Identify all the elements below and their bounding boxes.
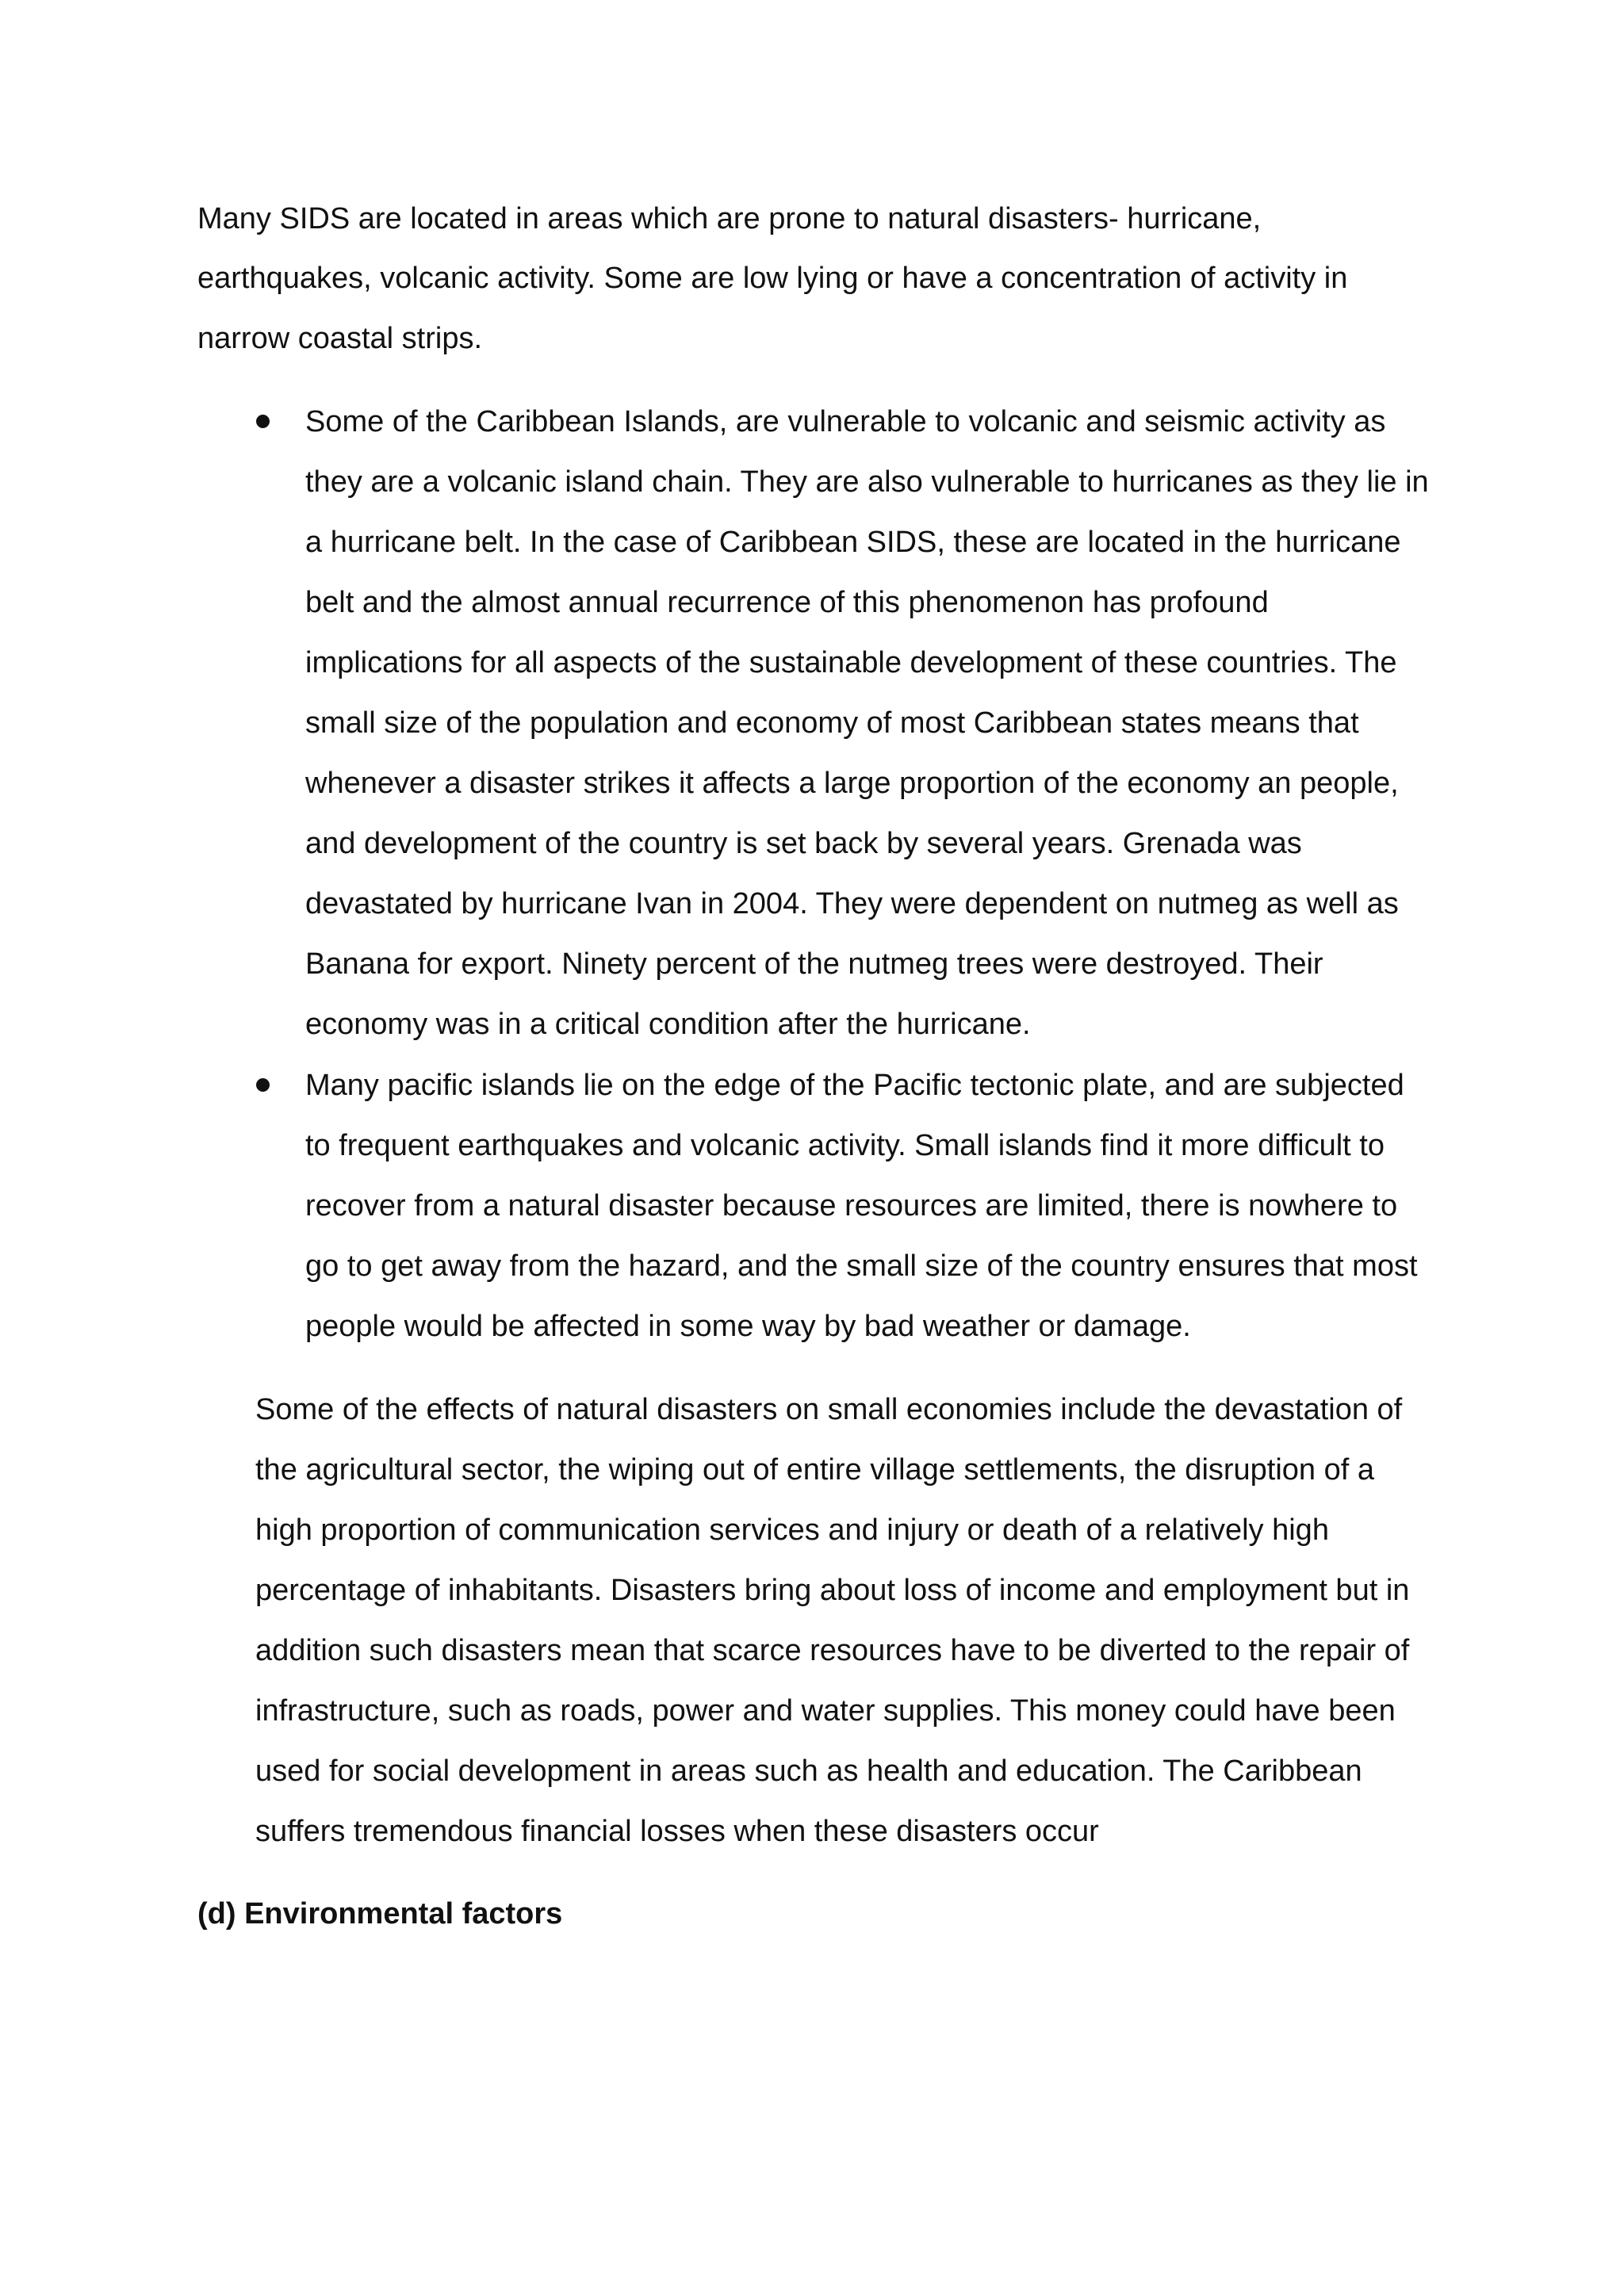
- bullet-line: they are a volcanic island chain. They are also vulnerable to hurricanes as they lie in: [305, 465, 1429, 499]
- bullet-line: Banana for export. Ninety percent of the nutmeg trees were destroyed. Their: [305, 947, 1323, 981]
- bullet-line: to frequent earthquakes and volcanic activity. Small islands find it more difficult to: [305, 1129, 1385, 1162]
- bullet-line: economy was in a critical condition after the hurricane.: [305, 1008, 1031, 1041]
- bullet-line: a hurricane belt. In the case of Caribbean SIDS, these are located in the hurricane: [305, 526, 1401, 559]
- intro-line: earthquakes, volcanic activity. Some are low lying or have a concentration of activity in: [197, 262, 1348, 295]
- effects-line: suffers tremendous financial losses when these disasters occur: [255, 1815, 1099, 1848]
- bullet-line: whenever a disaster strikes it affects a large proportion of the economy an people,: [305, 767, 1399, 800]
- bullet-line: go to get away from the hazard, and the small size of the country ensures that most: [305, 1249, 1418, 1283]
- bullet-icon: [256, 1078, 270, 1092]
- bullet-line: devastated by hurricane Ivan in 2004. They were dependent on nutmeg as well as: [305, 887, 1399, 920]
- bullet-icon: [256, 415, 270, 428]
- effects-line: used for social development in areas such as health and education. The Caribbean: [255, 1755, 1362, 1788]
- effects-line: infrastructure, such as roads, power and water supplies. This money could have been: [255, 1694, 1396, 1728]
- bullet-line: people would be affected in some way by bad weather or damage.: [305, 1310, 1191, 1343]
- effects-line: percentage of inhabitants. Disasters bring about loss of income and employment but in: [255, 1574, 1410, 1607]
- bullet-line: small size of the population and economy of most Caribbean states means that: [305, 706, 1359, 740]
- effects-line: the agricultural sector, the wiping out of entire village settlements, the disruption of a: [255, 1453, 1375, 1487]
- intro-line: narrow coastal strips.: [197, 322, 483, 355]
- bullet-line: Many pacific islands lie on the edge of the Pacific tectonic plate, and are subjected: [305, 1069, 1404, 1102]
- effects-line: high proportion of communication services and injury or death of a relatively high: [255, 1513, 1329, 1547]
- bullet-line: belt and the almost annual recurrence of this phenomenon has profound: [305, 586, 1269, 619]
- bullet-line: implications for all aspects of the sustainable development of these countries. The: [305, 646, 1397, 679]
- bullet-line: recover from a natural disaster because resources are limited, there is nowhere to: [305, 1189, 1398, 1223]
- bullet-line: and development of the country is set back by several years. Grenada was: [305, 827, 1302, 860]
- section-heading: (d) Environmental factors: [197, 1897, 563, 1931]
- effects-line: Some of the effects of natural disasters on small economies include the devastation of: [255, 1393, 1403, 1426]
- effects-line: addition such disasters mean that scarce resources have to be diverted to the repair of: [255, 1634, 1410, 1667]
- bullet-line: Some of the Caribbean Islands, are vulnerable to volcanic and seismic activity as: [305, 405, 1386, 438]
- intro-line: Many SIDS are located in areas which are prone to natural disasters- hurricane,: [197, 202, 1262, 235]
